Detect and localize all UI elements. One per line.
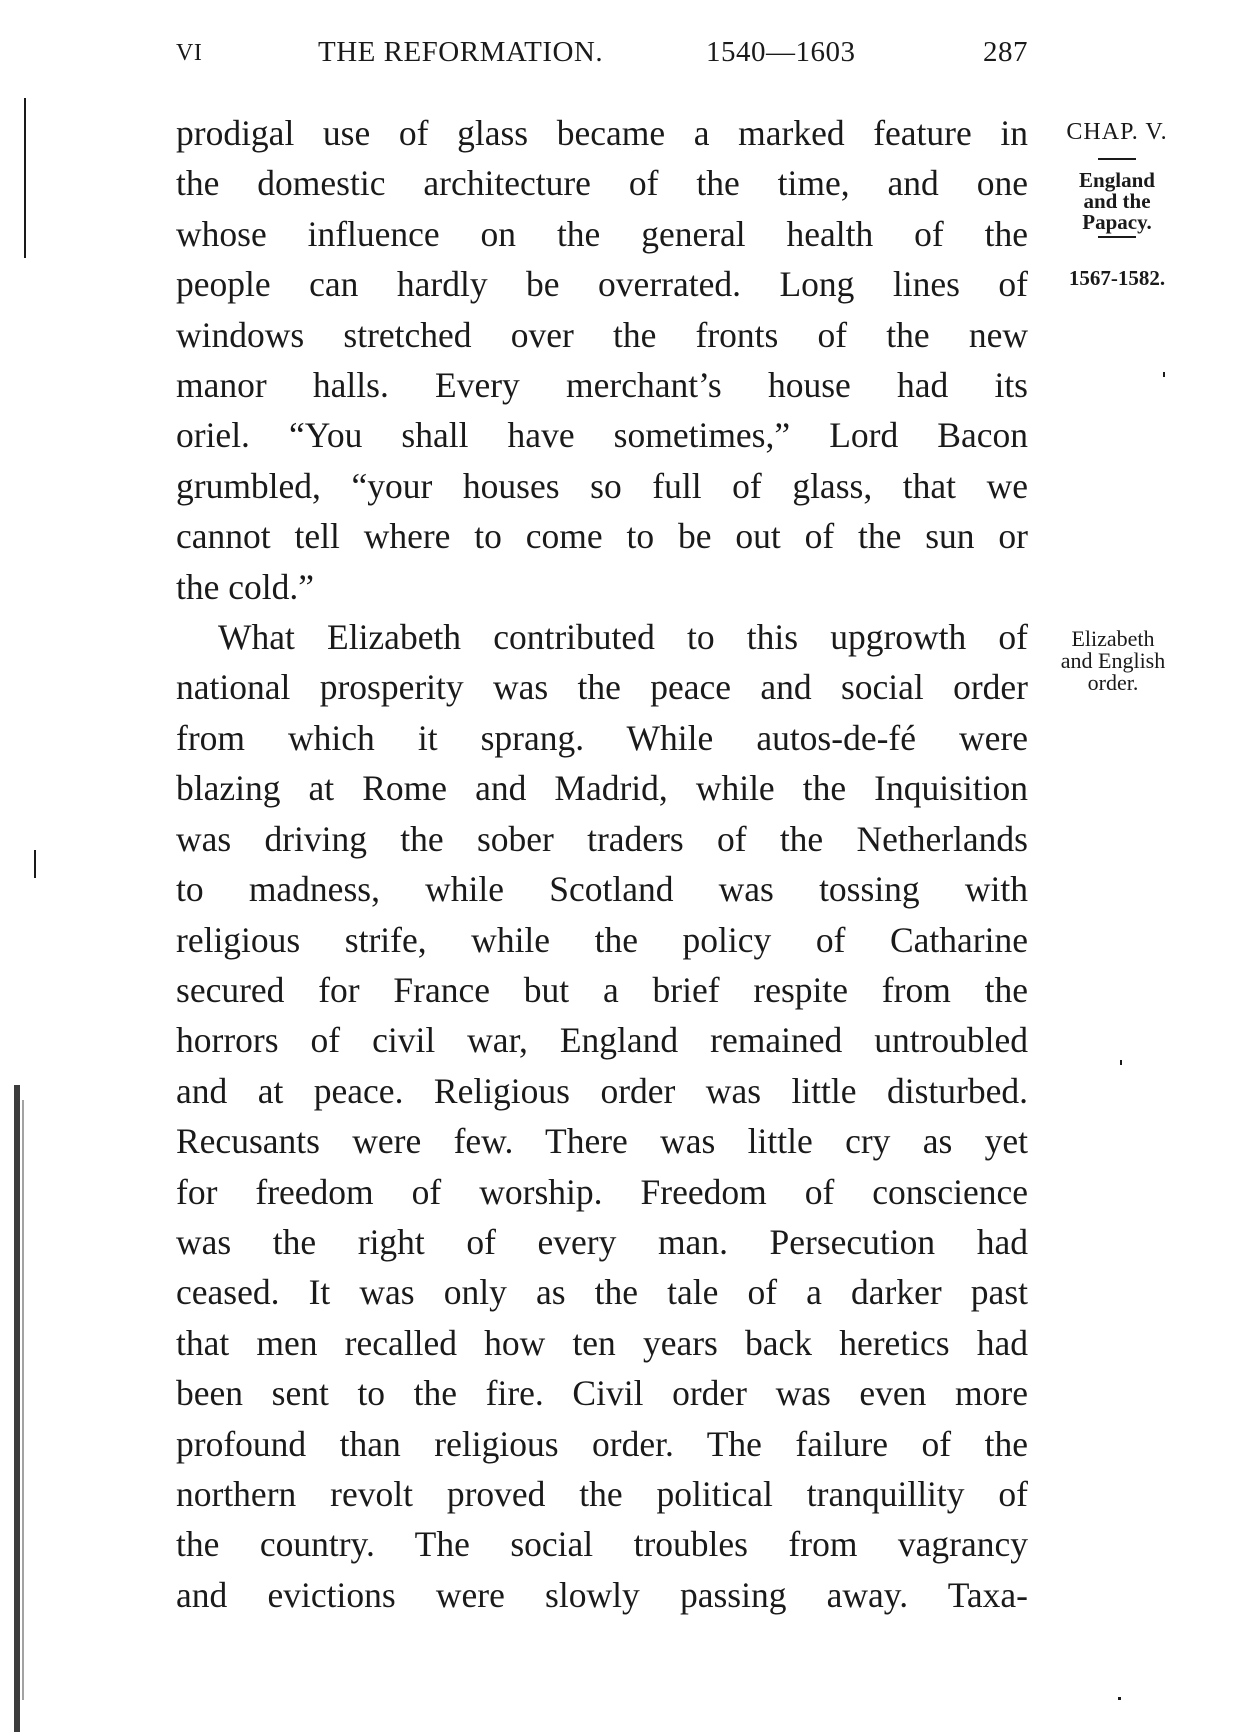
text-line: northern revolt proved the political tranquillity of [176, 1473, 1028, 1514]
margin-note-elizabeth-line: and English [1060, 648, 1166, 673]
text-line: profound than religious order. The failure of the [176, 1423, 1028, 1464]
text-line: What Elizabeth contributed to this upgrowth of [218, 617, 1028, 658]
text-line: that men recalled how ten years back heretics had [176, 1322, 1028, 1363]
text-line: whose influence on the general health of the [176, 213, 1028, 254]
text-line: ceased. It was only as the tale of a darker past [176, 1272, 1028, 1313]
margin-note-topic-line: England [1079, 168, 1155, 192]
text-line: was driving the sober traders of the Netherlands [176, 818, 1028, 859]
text-line: oriel. “You shall have sometimes,” Lord Bacon [176, 415, 1028, 456]
text-line: secured for France but a brief respite from the [176, 969, 1028, 1010]
running-head-title: THE REFORMATION. [318, 36, 604, 68]
text-line: Recusants were few. There was little cry as yet [176, 1121, 1028, 1162]
margin-note-topic [1052, 170, 1182, 233]
text-line: grumbled, “your houses so full of glass, that we [176, 465, 1028, 506]
text-line: and at peace. Religious order was little disturbed. [176, 1070, 1028, 1111]
body-text [176, 108, 1028, 1620]
text-line: and evictions were slowly passing away. Taxa- [176, 1574, 1028, 1615]
margin-note-years: 1567-1582. [1068, 266, 1166, 290]
text-line: manor halls. Every merchant’s house had its [176, 365, 1028, 406]
text-line: windows stretched over the fronts of the new [176, 314, 1028, 355]
text-line: the cold.” [176, 566, 314, 607]
text-line: for freedom of worship. Freedom of conscience [176, 1171, 1028, 1212]
margin-note-elizabeth [1038, 628, 1188, 694]
text-line: religious strife, while the policy of Catharine [176, 919, 1028, 960]
margin-rule [1098, 158, 1136, 160]
scan-speck [1120, 1060, 1122, 1065]
text-line: horrors of civil war, England remained untroubled [176, 1020, 1028, 1061]
margin-note-elizabeth-line: order. [1087, 670, 1139, 695]
text-line: blazing at Rome and Madrid, while the Inquisition [176, 768, 1028, 809]
scan-speck [1118, 1697, 1121, 1700]
text-line: was the right of every man. Persecution had [176, 1221, 1028, 1262]
text-line: prodigal use of glass became a marked feature in [176, 113, 1028, 153]
paragraph-2 [176, 612, 1028, 1620]
scan-edge-mark [24, 98, 26, 258]
margin-rule [1098, 236, 1136, 238]
page-number: 287 [983, 36, 1028, 68]
running-head-dates: 1540—1603 [706, 36, 856, 68]
margin-note-topic-line: and the [1083, 189, 1151, 213]
running-head-section: VI [176, 40, 203, 66]
text-line: been sent to the fire. Civil order was even more [176, 1373, 1028, 1414]
margin-note-elizabeth-line: Elizabeth [1071, 626, 1155, 651]
running-head [176, 36, 1028, 76]
scan-speck [1163, 372, 1165, 377]
scan-edge-mark [34, 850, 36, 878]
text-line: people can hardly be overrated. Long lines of [176, 264, 1028, 305]
text-line: national prosperity was the peace and social order [176, 667, 1028, 708]
scan-edge-mark [22, 1100, 24, 1700]
margin-note-chapter: CHAP. V. [1066, 119, 1168, 145]
margin-note-topic-line: Papacy. [1082, 210, 1152, 234]
text-line: the domestic architecture of the time, and one [176, 163, 1028, 204]
text-line: from which it sprang. While autos-de-fé were [176, 717, 1028, 758]
text-line: to madness, while Scotland was tossing with [176, 869, 1028, 910]
paragraph-1 [176, 108, 1028, 612]
scan-edge-mark [14, 1085, 20, 1732]
text-line: the country. The social troubles from vagrancy [176, 1524, 1028, 1565]
text-line: cannot tell where to come to be out of the sun or [176, 516, 1028, 557]
